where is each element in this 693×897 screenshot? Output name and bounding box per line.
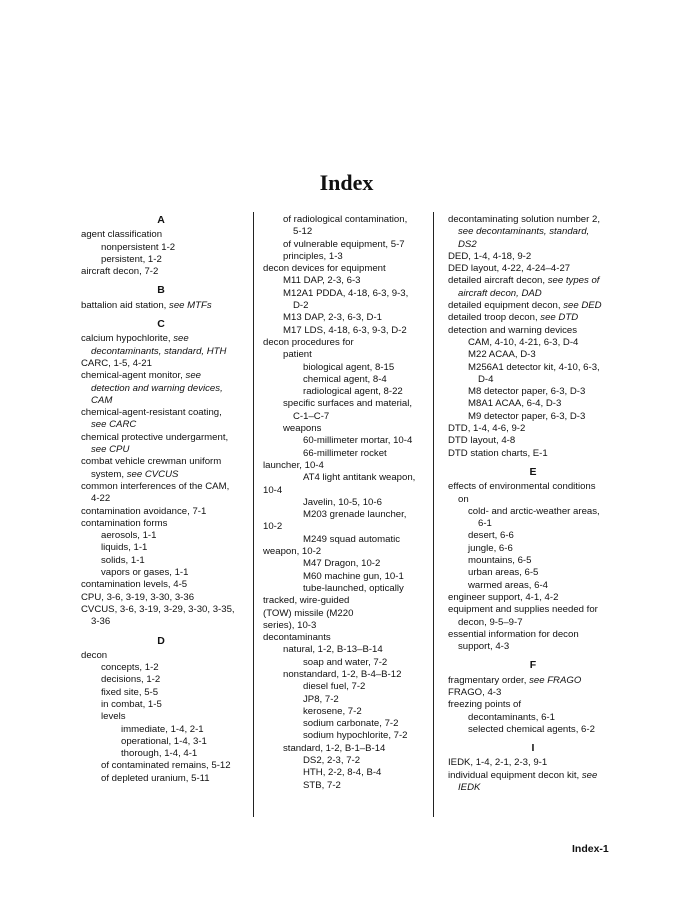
index-entry: [81, 432, 241, 444]
index-subentry: [263, 546, 423, 558]
index-subentry: [81, 346, 241, 358]
entry-text: nonstandard, 1-2, B-4–B-12: [283, 668, 402, 680]
index-subentry: [263, 706, 423, 718]
entry-text: individual equipment decon kit,: [448, 769, 582, 781]
cross-reference: see types of: [547, 275, 600, 287]
index-subentry: [448, 337, 618, 349]
entry-text: AT4 light antitank weapon,: [303, 472, 416, 484]
cross-reference: detection and warning devices,: [91, 382, 223, 394]
index-subentry: [448, 288, 618, 300]
index-subentry: [81, 395, 241, 407]
index-entry: [448, 481, 618, 493]
index-subentry: [448, 362, 618, 374]
index-letter-heading: F: [529, 659, 537, 672]
entry-text: M256A1 detector kit, 4-10, 6-3,: [468, 361, 600, 373]
index-subentry: [263, 694, 423, 706]
index-entry: [81, 229, 241, 241]
index-subentry: [81, 469, 241, 481]
column-divider-1: [253, 212, 254, 817]
index-subentry: [448, 567, 618, 579]
index-subentry: [448, 239, 618, 251]
index-subentry: [263, 374, 423, 386]
entry-text: IEDK, 1-4, 2-1, 2-3, 9-1: [448, 757, 548, 769]
index-subentry: [263, 743, 423, 755]
cross-reference: DS2: [458, 238, 477, 250]
entry-text: DTD, 1-4, 4-6, 9-2: [448, 423, 526, 435]
index-subentry: [263, 226, 423, 238]
index-subentry: [448, 398, 618, 410]
index-subentry: [81, 530, 241, 542]
index-entry: [448, 423, 618, 435]
index-letter-heading: A: [157, 214, 165, 226]
index-subentry: [448, 374, 618, 386]
entry-text: nonpersistent 1-2: [101, 241, 176, 253]
index-subentry: [81, 419, 241, 431]
entry-text: biological agent, 8-15: [303, 361, 395, 373]
entry-text: mountains, 6-5: [468, 555, 532, 567]
index-subentry: [263, 608, 423, 620]
entry-text: contamination levels, 4-5: [81, 579, 188, 591]
index-subentry: [263, 398, 423, 410]
entry-text: essential information for decon: [448, 628, 579, 640]
index-entry: [81, 650, 241, 662]
index-subentry: [263, 571, 423, 583]
entry-text: equipment and supplies needed for: [448, 604, 598, 616]
entry-text: DTD station charts, E-1: [448, 447, 548, 459]
entry-text: decontaminants, 6-1: [468, 711, 555, 723]
entry-text: specific surfaces and material,: [283, 398, 413, 410]
index-subentry: [81, 773, 241, 785]
index-subentry: [263, 718, 423, 730]
index-entry: [81, 579, 241, 591]
index-entry: [448, 325, 618, 337]
index-subentry: [448, 386, 618, 398]
index-entry: [448, 300, 618, 312]
cross-reference: see MTFs: [169, 299, 212, 311]
entry-text: on: [458, 493, 469, 505]
index-subentry: [81, 383, 241, 395]
entry-text: M9 detector paper, 6-3, D-3: [468, 410, 586, 422]
entry-text: 66-millimeter rocket: [303, 447, 387, 459]
entry-text: 4-22: [91, 493, 111, 505]
entry-text: CARC, 1-5, 4-21: [81, 357, 152, 369]
entry-text: weapon, 10-2: [263, 546, 322, 558]
entry-text: FRAGO, 4-3: [448, 686, 502, 698]
index-letter-heading: D: [157, 634, 165, 647]
index-subentry: [263, 362, 423, 374]
index-subentry: [263, 472, 423, 484]
entry-text: warmed areas, 6-4: [468, 579, 548, 591]
entry-text: agent classification: [81, 229, 163, 241]
index-subentry: [448, 724, 618, 736]
cross-reference: see DTD: [540, 312, 579, 324]
index-subentry: [263, 349, 423, 361]
entry-text: C-1–C-7: [293, 410, 330, 422]
entry-text: M47 Dragon, 10-2: [303, 558, 381, 570]
entry-text: system,: [91, 468, 127, 480]
entry-text: liquids, 1-1: [101, 542, 148, 554]
index-entry: [448, 275, 618, 287]
entry-text: kerosene, 7-2: [303, 705, 362, 717]
entry-text: persistent, 1-2: [101, 253, 162, 265]
index-subentry: [263, 411, 423, 423]
index-entry: [81, 481, 241, 493]
entry-text: CAM, 4-10, 4-21, 6-3, D-4: [468, 336, 579, 348]
index-column-2: [263, 214, 423, 792]
index-entry: [263, 632, 423, 644]
index-subentry: [263, 755, 423, 767]
entry-text: decontaminants: [263, 632, 331, 644]
index-column-1: [81, 214, 241, 785]
entry-text: diesel fuel, 7-2: [303, 681, 366, 693]
index-subentry: [448, 506, 618, 518]
index-entry: [448, 263, 618, 275]
entry-text: M8 detector paper, 6-3, D-3: [468, 386, 586, 398]
cross-reference: decontaminants, standard, HTH: [91, 345, 227, 357]
entry-text: (TOW) missile (M220: [263, 607, 354, 619]
cross-reference: see: [173, 333, 189, 345]
index-subentry: [263, 239, 423, 251]
entry-text: chemical agent, 8-4: [303, 373, 387, 385]
entry-text: 3-36: [91, 616, 111, 628]
entry-text: selected chemical agents, 6-2: [468, 723, 595, 735]
index-subentry: [448, 411, 618, 423]
entry-text: contamination forms: [81, 517, 168, 529]
index-subentry: [263, 657, 423, 669]
entry-text: series), 10-3: [263, 619, 317, 631]
index-subentry: [263, 620, 423, 632]
entry-text: detection and warning devices: [448, 324, 578, 336]
index-subentry: [81, 242, 241, 254]
index-entry: [81, 358, 241, 370]
entry-text: Javelin, 10-5, 10-6: [303, 496, 382, 508]
index-entry: [448, 699, 618, 711]
entry-text: M203 grenade launcher,: [303, 509, 407, 521]
entry-text: soap and water, 7-2: [303, 656, 388, 668]
index-subentry: [81, 662, 241, 674]
index-subentry: [263, 521, 423, 533]
page-title: Index: [319, 170, 374, 195]
index-entry: [81, 592, 241, 604]
entry-text: common interferences of the CAM,: [81, 480, 230, 492]
entry-text: aircraft decon, 7-2: [81, 266, 159, 278]
entry-text: radiological agent, 8-22: [303, 386, 403, 398]
cross-reference: CAM: [91, 394, 113, 406]
entry-text: JP8, 7-2: [303, 693, 339, 705]
index-subentry: [81, 711, 241, 723]
entry-text: fixed site, 5-5: [101, 686, 159, 698]
entry-text: 10-4: [263, 484, 283, 496]
index-subentry: [263, 300, 423, 312]
index-subentry: [81, 748, 241, 760]
index-column-3: [448, 214, 618, 794]
entry-text: thorough, 1-4, 4-1: [121, 748, 198, 760]
index-entry: [263, 263, 423, 275]
entry-text: urban areas, 6-5: [468, 567, 539, 579]
cross-reference: see decontaminants, standard,: [458, 226, 590, 238]
entry-text: DS2, 2-3, 7-2: [303, 755, 361, 767]
index-subentry: [81, 674, 241, 686]
cross-reference: see CARC: [91, 419, 137, 431]
index-subentry: [263, 251, 423, 263]
entry-text: DED layout, 4-22, 4-24–4-27: [448, 263, 571, 275]
index-entry: [81, 456, 241, 468]
entry-text: engineer support, 4-1, 4-2: [448, 591, 559, 603]
entry-text: 10-2: [263, 521, 283, 533]
index-subentry: [263, 497, 423, 509]
entry-text: M11 DAP, 2-3, 6-3: [283, 275, 361, 287]
entry-text: M60 machine gun, 10-1: [303, 570, 404, 582]
entry-text: detailed troop decon,: [448, 312, 541, 324]
cross-reference: see: [581, 769, 598, 781]
index-entry: [81, 266, 241, 278]
entry-text: launcher, 10-4: [263, 459, 324, 471]
index-subentry: [448, 349, 618, 361]
index-subentry: [263, 509, 423, 521]
entry-text: HTH, 2-2, 8-4, B-4: [303, 767, 382, 779]
index-subentry: [81, 760, 241, 772]
index-subentry: [448, 580, 618, 592]
entry-text: solids, 1-1: [101, 554, 145, 566]
entry-text: aerosols, 1-1: [101, 530, 157, 542]
entry-text: detailed aircraft decon,: [448, 275, 548, 287]
column-divider-2: [433, 212, 434, 817]
index-subentry: [448, 543, 618, 555]
index-entry: [263, 337, 423, 349]
index-subentry: [263, 595, 423, 607]
index-entry: [448, 687, 618, 699]
entry-text: standard, 1-2, B-1–B-14: [283, 742, 386, 754]
index-subentry: [81, 687, 241, 699]
index-subentry: [448, 518, 618, 530]
entry-text: M12A1 PDDA, 4-18, 6-3, 9-3,: [283, 287, 409, 299]
entry-text: concepts, 1-2: [101, 662, 159, 674]
cross-reference: see CVCUS: [126, 468, 179, 480]
index-subentry: [448, 555, 618, 567]
cross-reference: see: [185, 370, 201, 382]
index-subentry: [263, 669, 423, 681]
index-entry: [448, 629, 618, 641]
index-subentry: [81, 616, 241, 628]
entry-text: natural, 1-2, B-13–B-14: [283, 644, 383, 656]
entry-text: STB, 7-2: [303, 779, 341, 791]
entry-text: calcium hypochlorite,: [81, 333, 174, 345]
index-letter-heading: B: [157, 284, 165, 297]
index-entry: [448, 251, 618, 263]
entry-text: contamination avoidance, 7-1: [81, 505, 207, 517]
entry-text: CPU, 3-6, 3-19, 3-30, 3-36: [81, 591, 195, 603]
index-subentry: [448, 782, 618, 794]
cross-reference: aircraft decon, DAD: [458, 287, 542, 299]
entry-text: chemical protective undergarment,: [81, 431, 229, 443]
entry-text: decon: [81, 649, 108, 661]
index-entry: [448, 604, 618, 616]
index-subentry: [81, 444, 241, 456]
index-subentry: [81, 736, 241, 748]
index-subentry: [263, 681, 423, 693]
index-subentry: [263, 214, 423, 226]
entry-text: in combat, 1-5: [101, 698, 162, 710]
index-subentry: [448, 617, 618, 629]
entry-text: M249 squad automatic: [303, 533, 401, 545]
entry-text: levels: [101, 711, 126, 723]
entry-text: M13 DAP, 2-3, 6-3, D-1: [283, 312, 383, 324]
index-subentry: [263, 780, 423, 792]
index-entry: [81, 604, 241, 616]
index-subentry: [263, 275, 423, 287]
entry-text: battalion aid station,: [81, 299, 170, 311]
entry-text: chemical-agent monitor,: [81, 370, 186, 382]
entry-text: decon devices for equipment: [263, 263, 386, 275]
cross-reference: see FRAGO: [529, 674, 582, 686]
entry-text: decontaminating solution number 2,: [448, 214, 600, 225]
index-entry: [81, 506, 241, 518]
entry-text: weapons: [283, 423, 322, 435]
entry-text: detailed equipment decon,: [448, 300, 564, 312]
entry-text: decisions, 1-2: [101, 674, 161, 686]
index-entry: [448, 757, 618, 769]
index-subentry: [81, 699, 241, 711]
entry-text: of depleted uranium, 5-11: [101, 772, 210, 784]
entry-text: M22 ACAA, D-3: [468, 349, 536, 361]
index-subentry: [263, 583, 423, 595]
index-subentry: [263, 325, 423, 337]
entry-text: patient: [283, 349, 312, 361]
index-entry: [448, 435, 618, 447]
entry-text: of contaminated remains, 5-12: [101, 760, 231, 772]
index-subentry: [448, 494, 618, 506]
cross-reference: see DED: [563, 300, 602, 312]
entry-text: chemical-agent-resistant coating,: [81, 407, 222, 419]
index-entry: [81, 333, 241, 345]
entry-text: M17 LDS, 4-18, 6-3, 9-3, D-2: [283, 324, 407, 336]
index-letter-heading: E: [529, 465, 537, 478]
index-entry: [448, 448, 618, 460]
entry-text: of radiological contamination,: [283, 214, 408, 225]
index-subentry: [263, 767, 423, 779]
entry-text: cold- and arctic-weather areas,: [468, 505, 600, 517]
entry-text: combat vehicle crewman uniform: [81, 456, 222, 468]
index-entry: [448, 592, 618, 604]
index-subentry: [263, 312, 423, 324]
entry-text: immediate, 1-4, 2-1: [121, 723, 204, 735]
entry-text: effects of environmental conditions: [448, 481, 596, 493]
index-subentry: [448, 712, 618, 724]
entry-text: sodium hypochlorite, 7-2: [303, 730, 408, 742]
index-subentry: [263, 644, 423, 656]
entry-text: tube-launched, optically: [303, 582, 404, 594]
index-subentry: [448, 530, 618, 542]
entry-text: decon, 9-5–9-7: [458, 616, 523, 628]
entry-text: 5-12: [293, 226, 313, 238]
index-subentry: [81, 555, 241, 567]
index-subentry: [263, 288, 423, 300]
index-subentry: [448, 226, 618, 238]
index-subentry: [81, 493, 241, 505]
index-subentry: [263, 558, 423, 570]
index-entry: [448, 214, 618, 226]
index-entry: [81, 370, 241, 382]
index-entry: [81, 407, 241, 419]
index-subentry: [263, 460, 423, 472]
index-entry: [448, 312, 618, 324]
entry-text: DTD layout, 4-8: [448, 435, 516, 447]
page-folio: Index-1: [572, 843, 609, 855]
entry-text: principles, 1-3: [283, 250, 343, 262]
cross-reference: IEDK: [458, 782, 481, 794]
entry-text: of vulnerable equipment, 5-7: [283, 238, 405, 250]
index-letter-heading: I: [531, 742, 535, 755]
index-subentry: [263, 435, 423, 447]
entry-text: operational, 1-4, 3-1: [121, 735, 207, 747]
entry-text: fragmentary order,: [448, 674, 530, 686]
entry-text: D-2: [293, 300, 309, 312]
index-subentry: [81, 567, 241, 579]
index-entry: [81, 518, 241, 530]
index-letter-heading: C: [157, 318, 165, 331]
entry-text: 60-millimeter mortar, 10-4: [303, 435, 413, 447]
cross-reference: see CPU: [91, 444, 130, 456]
entry-text: decon procedures for: [263, 336, 354, 348]
index-subentry: [81, 254, 241, 266]
entry-text: tracked, wire-guided: [263, 595, 350, 607]
entry-text: jungle, 6-6: [468, 542, 513, 554]
index-subentry: [263, 534, 423, 546]
entry-text: 6-1: [478, 518, 492, 530]
index-entry: [81, 300, 241, 312]
index-entry: [448, 770, 618, 782]
index-subentry: [263, 448, 423, 460]
entry-text: freezing points of: [448, 699, 522, 711]
entry-text: M8A1 ACAA, 6-4, D-3: [468, 398, 562, 410]
index-subentry: [81, 724, 241, 736]
index-entry: [448, 675, 618, 687]
index-subentry: [263, 423, 423, 435]
entry-text: D-4: [478, 373, 494, 385]
index-subentry: [81, 542, 241, 554]
index-subentry: [263, 485, 423, 497]
entry-text: support, 4-3: [458, 641, 510, 653]
entry-text: desert, 6-6: [468, 530, 514, 542]
entry-text: sodium carbonate, 7-2: [303, 718, 399, 730]
entry-text: CVCUS, 3-6, 3-19, 3-29, 3-30, 3-35,: [81, 603, 235, 615]
index-subentry: [263, 730, 423, 742]
index-subentry: [263, 386, 423, 398]
index-subentry: [448, 641, 618, 653]
entry-text: DED, 1-4, 4-18, 9-2: [448, 250, 532, 262]
entry-text: vapors or gases, 1-1: [101, 567, 189, 579]
